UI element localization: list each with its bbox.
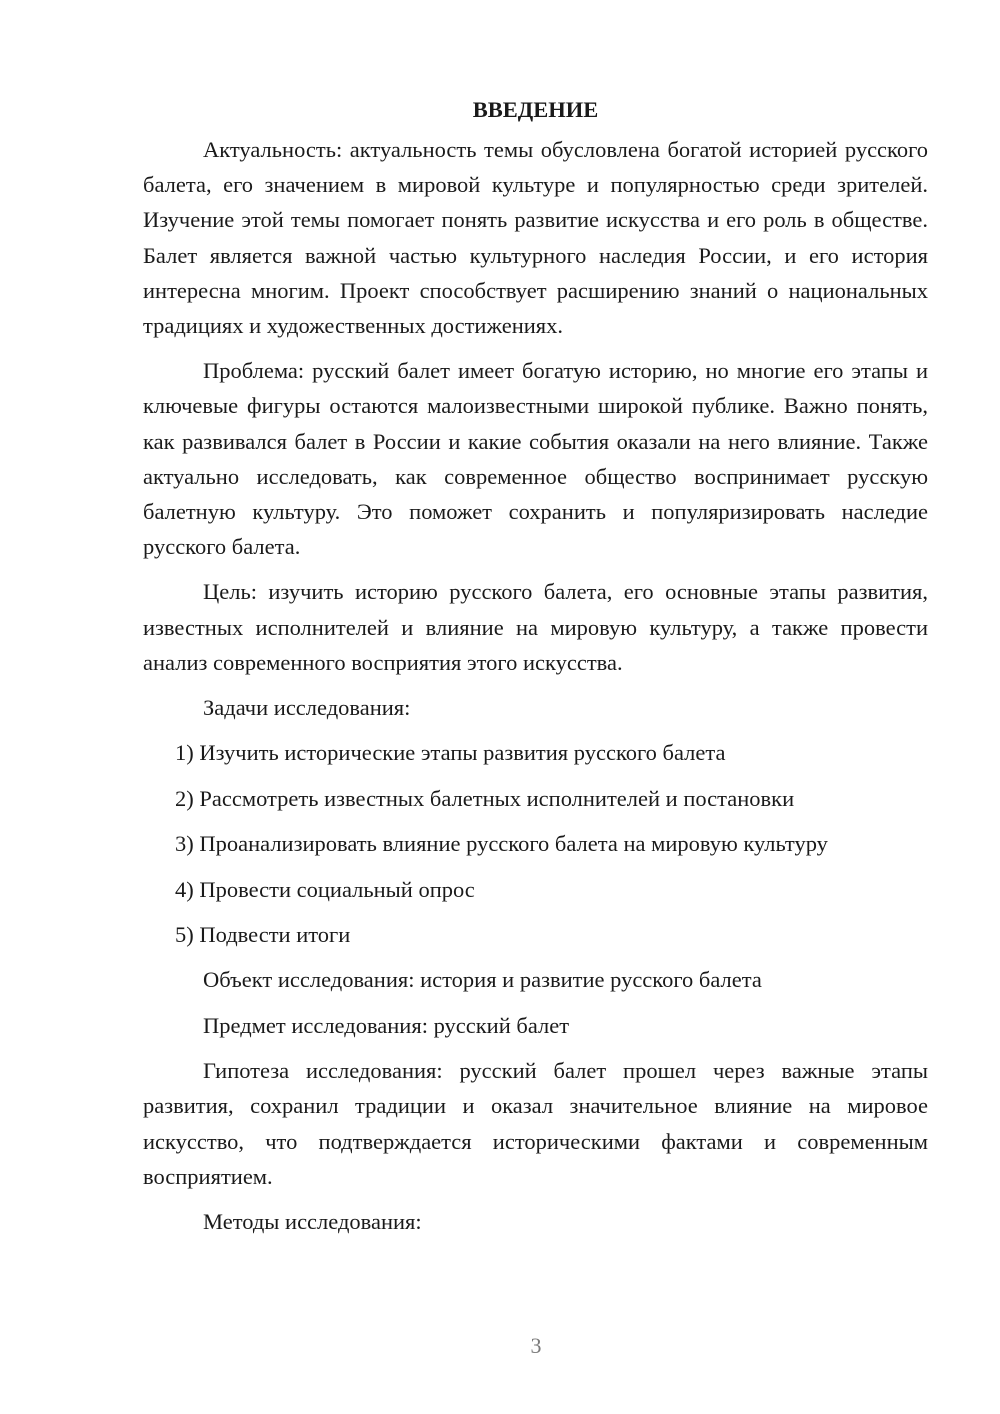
problem-paragraph: Проблема: русский балет имеет богатую историю, но многие его этапы и ключевые фигуры остаются малоизвестными широкой публике. Важно понять, как развивался балет в России и какие события оказали на него влияние. Также актуально исследовать, как современное общество воспринимает русскую балетную культуру. Это поможет сохранить и популяризировать наследие русского балета.: [143, 358, 928, 560]
task-item: 4) Провести социальный опрос: [175, 876, 475, 902]
page-content: [143, 92, 928, 1249]
relevance-paragraph: Актуальность: актуальность темы обусловлена богатой историей русского балета, его значением в мировой культуре и популярностью среди зрителей. Изучение этой темы помогает понять развитие искусства и его роль в обществе. Балет является важной частью культурного наследия России, и его история интересна многим. Проект способствует расширению знаний о национальных традициях и художественных достижениях.: [143, 137, 928, 339]
methods-heading: Методы исследования:: [203, 1208, 422, 1234]
page-number: 3: [530, 1333, 542, 1358]
task-item: 3) Проанализировать влияние русского балета на мировую культуру: [175, 831, 828, 857]
research-subject: Предмет исследования: русский балет: [203, 1012, 570, 1038]
task-item: 2) Рассмотреть известных балетных исполнителей и постановки: [175, 785, 795, 811]
task-item: 1) Изучить исторические этапы развития русского балета: [175, 740, 726, 766]
goal-paragraph: Цель: изучить историю русского балета, его основные этапы развития, известных исполнителей и влияние на мировую культуру, а также провести анализ современного восприятия этого искусства.: [143, 579, 928, 675]
tasks-heading: Задачи исследования:: [203, 695, 411, 721]
research-object: Объект исследования: история и развитие русского балета: [203, 967, 762, 993]
task-item: 5) Подвести итоги: [175, 922, 351, 947]
section-title: ВВЕДЕНИЕ: [472, 97, 599, 122]
hypothesis-paragraph: Гипотеза исследования: русский балет прошел через важные этапы развития, сохранил традиции и оказал значительное влияние на мировое искусство, что подтверждается историческими фактами и современным восприятием.: [143, 1058, 928, 1189]
